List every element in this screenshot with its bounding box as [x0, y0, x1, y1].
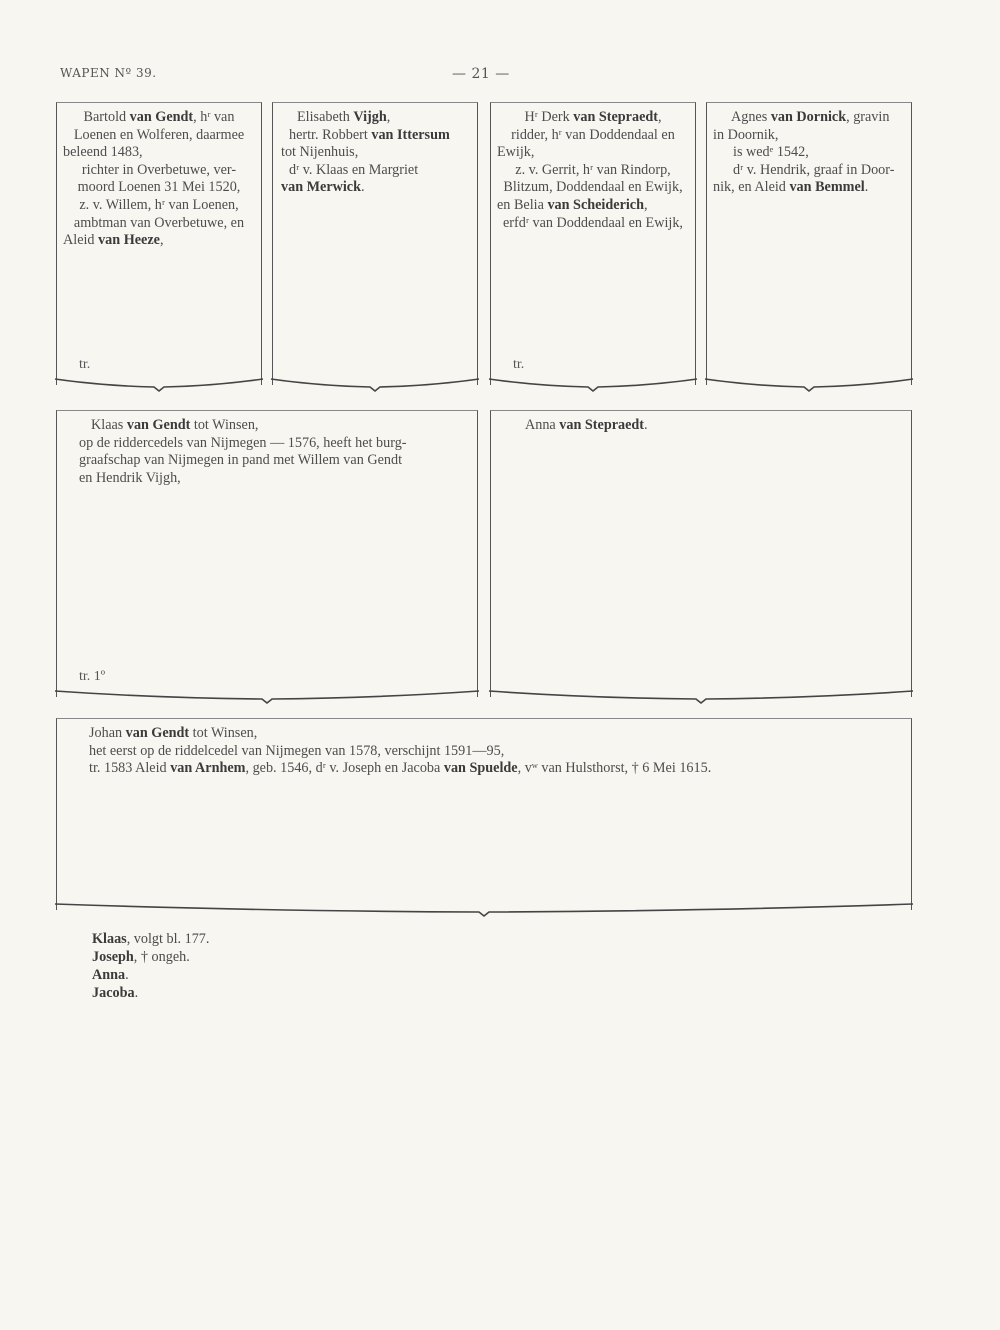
brace-line: [55, 689, 479, 705]
children-list: [92, 930, 209, 1002]
ancestor-text: Klaas van Gendt tot Winsen, op de riddercedels van Nijmegen — 1576, heeft het burg- graafschap van Nijmegen in pand met Willem van Gendt en Hendrik Vijgh,: [79, 417, 407, 486]
arms-number: WAPEN Nº 39.: [60, 66, 157, 80]
ancestor-box-bartold: [56, 102, 262, 385]
brace-line: [55, 902, 913, 918]
ancestor-text: Bartold van Gendt, hʳ van Loenen en Wolferen, daarmee beleend 1483, richter in Overbetuwe, ver- moord Loenen 31 Mei 1520, z. v. Willem, hʳ van Loenen, ambtman van Overbetuwe, en Aleid van Heeze,: [63, 109, 245, 249]
person-text: Johan van Gendt tot Winsen, het eerst op de riddelcedel van Nijmegen van 1578, verschijnt 1591—95, tr. 1583 Aleid van Arnhem, geb. 1546, dʳ v. Joseph en Jacoba van Spuelde, vʷ van Hulsthorst, † 6 Mei 1615.: [89, 725, 712, 777]
ancestor-box-klaas: [56, 410, 478, 697]
ancestor-box-anna: [490, 410, 912, 697]
brace-line: [271, 377, 479, 393]
ancestor-text: Hʳ Derk van Stepraedt, ridder, hʳ van Doddendaal en Ewijk, z. v. Gerrit, hʳ van Rindorp, Blitzum, Doddendaal en Ewijk, en Belia van Scheiderich, erfdʳ van Doddendaal en Ewijk,: [497, 109, 683, 231]
ancestor-box-elisabeth: [272, 102, 478, 385]
child-item: Klaas, volgt bl. 177.: [92, 931, 210, 947]
page-number: — 21 —: [452, 66, 510, 82]
ancestor-text: Anna van Stepraedt.: [525, 417, 648, 433]
brace-line: [55, 377, 263, 393]
child-item: Anna.: [92, 967, 129, 983]
marriage-label: tr. 1º: [79, 669, 106, 684]
brace-line: [489, 689, 913, 705]
person-box-johan: [56, 718, 912, 910]
child-item: Jacoba.: [92, 985, 139, 1001]
marriage-label: tr.: [513, 357, 525, 372]
brace-line: [489, 377, 697, 393]
child-item: Joseph, † ongeh.: [92, 949, 190, 965]
marriage-label: tr.: [79, 357, 91, 372]
ancestor-box-agnes: [706, 102, 912, 385]
ancestor-text: Agnes van Dornick, gravin in Doornik, is wedᵉ 1542, dʳ v. Hendrik, graaf in Door- nik, en Aleid van Bemmel.: [713, 109, 895, 196]
ancestor-box-derk: [490, 102, 696, 385]
brace-line: [705, 377, 913, 393]
ancestor-text: Elisabeth Vijgh, hertr. Robbert van Ittersum tot Nijenhuis, dʳ v. Klaas en Margriet van Merwick.: [281, 109, 450, 196]
